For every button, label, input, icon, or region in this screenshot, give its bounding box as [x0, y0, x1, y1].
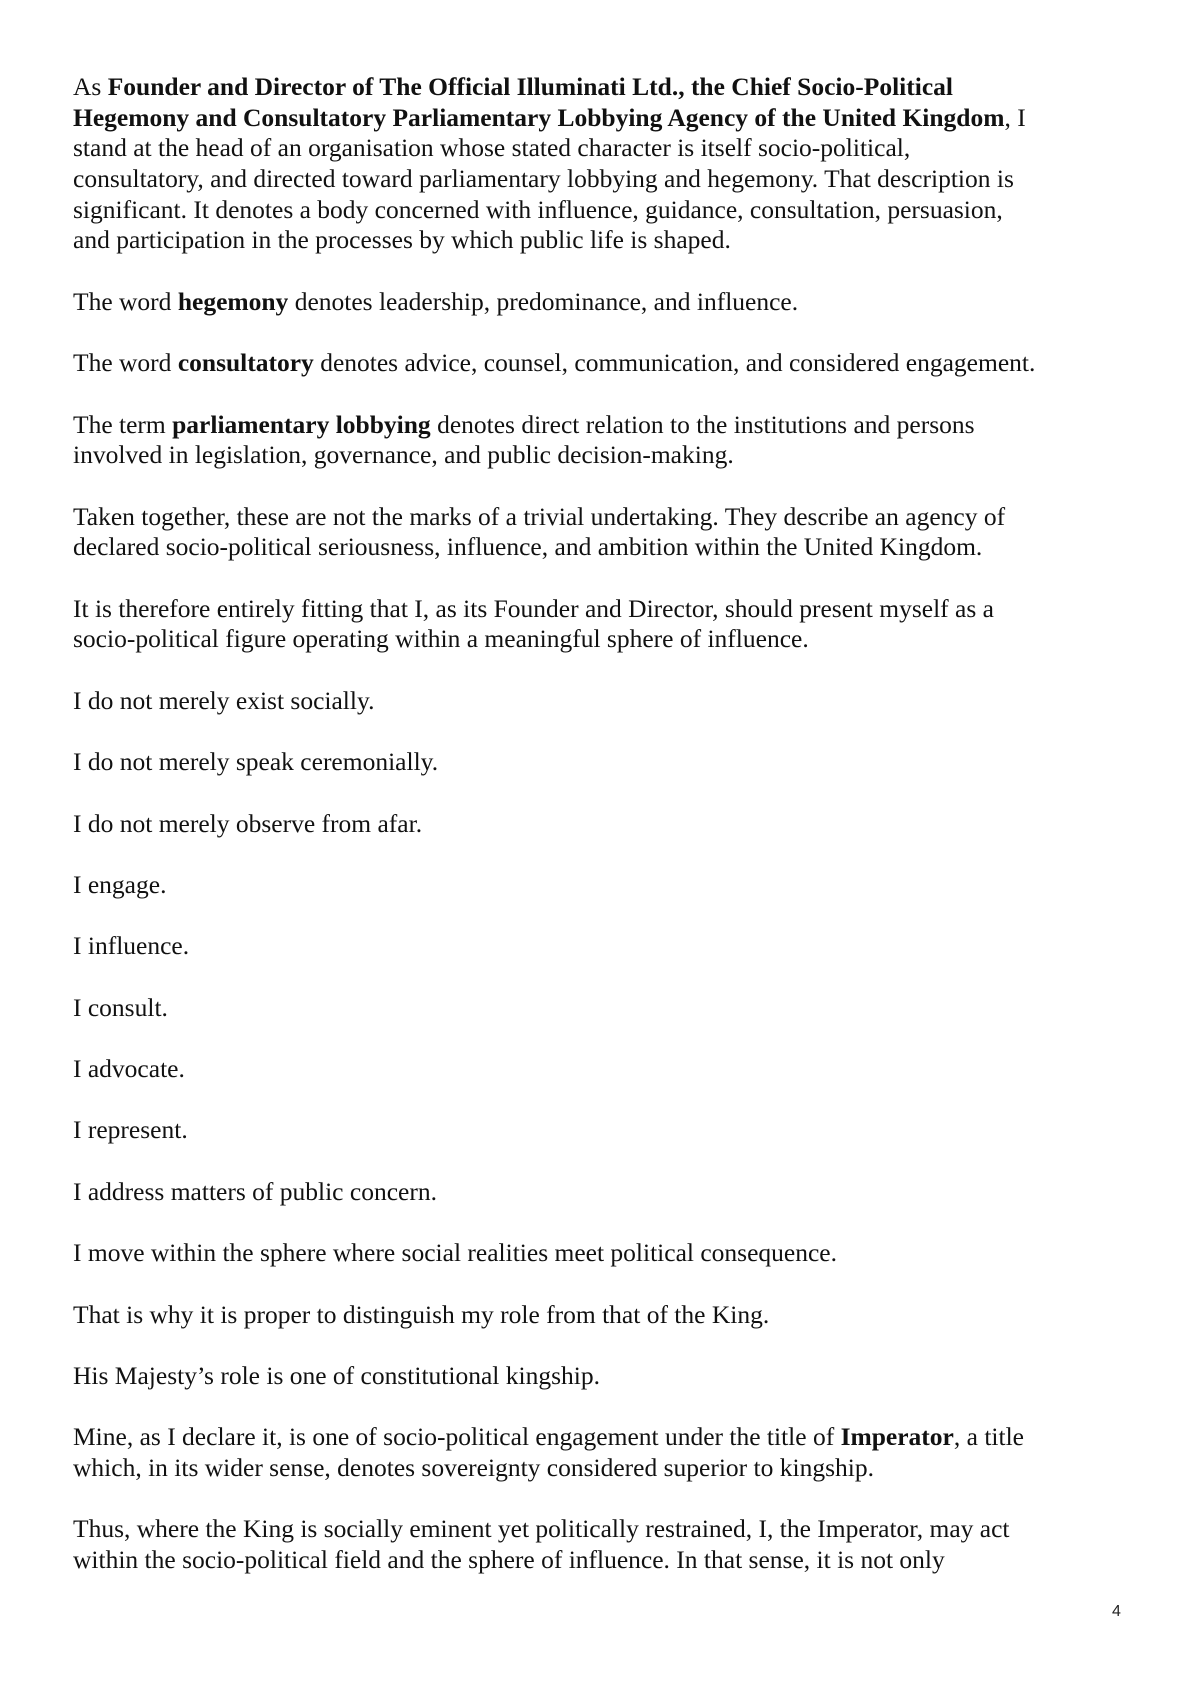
bold-text: Founder and Director of The Official Illuminati Ltd., the Chief Socio-Political — [107, 72, 953, 101]
body-text-span: involved in legislation, governance, and public decision-making. — [73, 440, 734, 470]
document-body — [73, 72, 1173, 1606]
paragraph — [73, 348, 1173, 379]
text-line — [73, 1115, 1173, 1146]
text-line — [73, 686, 1173, 717]
paragraph — [73, 686, 1173, 717]
body-text-span: The word — [73, 286, 178, 316]
text-line — [73, 502, 1173, 533]
body-text-span: I engage. — [73, 869, 167, 899]
text-line — [73, 287, 1173, 318]
body-text-span: I influence. — [73, 931, 190, 961]
text-line — [73, 103, 1173, 134]
body-text-span: As — [73, 72, 108, 101]
bold-text: parliamentary lobbying — [172, 409, 431, 439]
body-text-span: I advocate. — [73, 1054, 185, 1083]
body-text-span: The term — [73, 409, 173, 439]
body-text-span: denotes advice, counsel, communication, and considered engagement. — [313, 348, 1036, 378]
text-line — [73, 440, 1173, 471]
text-line — [73, 1238, 1173, 1269]
text-line — [73, 1453, 1173, 1484]
body-text-span: within the socio-political field and the sphere of influence. In that sense, it is not only — [73, 1545, 945, 1574]
body-text-span: I represent. — [73, 1115, 188, 1145]
body-text-span: , I — [1004, 102, 1026, 132]
paragraph — [73, 1422, 1173, 1483]
paragraph — [73, 410, 1173, 471]
body-text-span: His Majesty’s role is one of constitutional kingship. — [73, 1360, 600, 1390]
paragraph — [73, 594, 1173, 655]
body-text-span: I move within the sphere where social realities meet political consequence. — [73, 1238, 838, 1268]
body-text-span: Thus, where the King is socially eminent yet politically restrained, I, the Imperator, may act — [73, 1514, 1010, 1544]
text-line — [73, 1300, 1173, 1331]
text-line — [73, 1361, 1173, 1392]
text-line — [73, 624, 1173, 655]
body-text-span: declared socio-political seriousness, influence, and ambition within the United Kingdom. — [73, 532, 983, 562]
paragraph — [73, 1514, 1173, 1575]
text-line — [73, 747, 1173, 778]
page-number: 4 — [1112, 1603, 1121, 1620]
body-text-span: Mine, as I declare it, is one of socio-political engagement under the title of — [73, 1422, 841, 1452]
paragraph — [73, 931, 1173, 962]
body-text-span: significant. It denotes a body concerned with influence, guidance, consultation, persuasion, — [73, 194, 1003, 224]
text-line — [73, 1054, 1173, 1085]
bold-text: Imperator — [840, 1422, 954, 1452]
body-text-span: I consult. — [73, 992, 168, 1022]
paragraph — [73, 993, 1173, 1024]
body-text-span: The word — [73, 348, 178, 378]
paragraph — [73, 1054, 1173, 1085]
body-text-span: I do not merely exist socially. — [73, 685, 375, 715]
text-line — [73, 993, 1173, 1024]
text-line — [73, 532, 1173, 563]
text-line — [73, 1545, 1173, 1576]
paragraph — [73, 1177, 1173, 1208]
text-line — [73, 195, 1173, 226]
paragraph — [73, 870, 1173, 901]
text-line — [73, 931, 1173, 962]
text-line — [73, 809, 1173, 840]
text-line — [73, 72, 1173, 103]
text-line — [73, 1514, 1173, 1545]
body-text-span: socio-political figure operating within a meaningful sphere of influence. — [73, 624, 809, 654]
body-text-span: That is why it is proper to distinguish my role from that of the King. — [73, 1299, 770, 1329]
bold-text: Hegemony and Consultatory Parliamentary Lobbying Agency of the United Kingdom — [73, 102, 1005, 132]
bold-text: consultatory — [177, 348, 314, 378]
text-line — [73, 410, 1173, 441]
paragraph — [73, 1238, 1173, 1269]
paragraph — [73, 72, 1173, 256]
body-text-span: I do not merely speak ceremonially. — [73, 747, 439, 777]
body-text-span: Taken together, these are not the marks of a trivial undertaking. They describe an agency of — [73, 501, 1006, 531]
text-line — [73, 348, 1173, 379]
text-line — [73, 225, 1173, 256]
body-text-span: denotes leadership, predominance, and influence. — [288, 286, 799, 316]
paragraph — [73, 1115, 1173, 1146]
body-text-span: I do not merely observe from afar. — [73, 808, 423, 838]
body-text-span: It is therefore entirely fitting that I, as its Founder and Director, should present myself as a — [73, 593, 994, 623]
bold-text: hegemony — [177, 286, 289, 316]
paragraph — [73, 1361, 1173, 1392]
text-line — [73, 133, 1173, 164]
body-text-span: stand at the head of an organisation whose stated character is itself socio-political, — [73, 133, 911, 163]
body-text-span: denotes direct relation to the institutions and persons — [430, 409, 975, 439]
paragraph — [73, 1300, 1173, 1331]
paragraph — [73, 287, 1173, 318]
body-text-span: , a title — [953, 1422, 1024, 1452]
paragraph — [73, 747, 1173, 778]
body-text-span: and participation in the processes by which public life is shaped. — [73, 225, 731, 255]
text-line — [73, 594, 1173, 625]
body-text-span: which, in its wider sense, denotes sovereignty considered superior to kingship. — [73, 1452, 874, 1482]
text-line — [73, 870, 1173, 901]
body-text-span: I address matters of public concern. — [73, 1176, 437, 1206]
text-line — [73, 1422, 1173, 1453]
body-text-span: consultatory, and directed toward parliamentary lobbying and hegemony. That description is — [73, 164, 1014, 194]
paragraph — [73, 502, 1173, 563]
text-line — [73, 1177, 1173, 1208]
text-line — [73, 164, 1173, 195]
paragraph — [73, 809, 1173, 840]
